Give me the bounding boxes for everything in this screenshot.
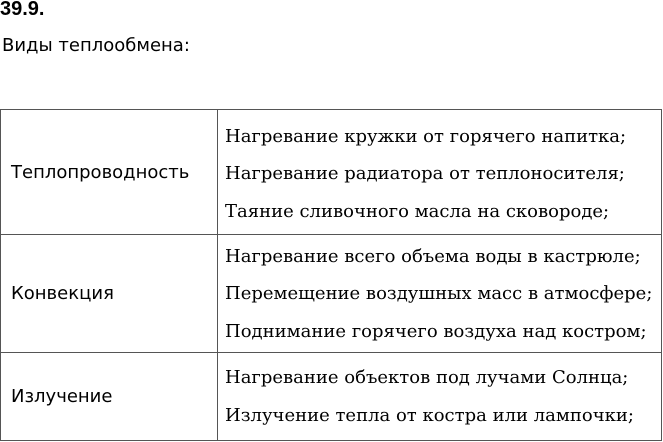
example-item: Нагревание радиатора от теплоносителя; (225, 163, 625, 185)
table-row (1, 353, 662, 441)
example-item: Нагревание всего объема воды в кастрюле; (225, 245, 641, 267)
subtitle: Виды теплообмена: (2, 35, 190, 56)
table-row (1, 110, 662, 235)
table-row (1, 235, 662, 353)
heat-exchange-table (0, 109, 662, 441)
examples-cell (218, 110, 662, 235)
example-item: Излучение тепла от костра или лампочки; (225, 404, 634, 426)
type-cell: Теплопроводность (1, 110, 218, 235)
type-cell: Конвекция (1, 235, 218, 353)
example-item: Нагревание объектов под лучами Солнца; (225, 367, 629, 388)
examples-cell (218, 353, 662, 441)
example-item: Перемещение воздушных масс в атмосфере; (225, 283, 653, 305)
example-item: Поднимание горячего воздуха над костром; (225, 320, 647, 342)
task-number: 39.9. (0, 0, 45, 20)
example-item: Таяние сливочного масла на сковороде; (225, 200, 610, 222)
type-cell: Излучение (1, 353, 218, 441)
example-item: Нагревание кружки от горячего напитка; (225, 125, 627, 147)
examples-cell (218, 235, 662, 353)
